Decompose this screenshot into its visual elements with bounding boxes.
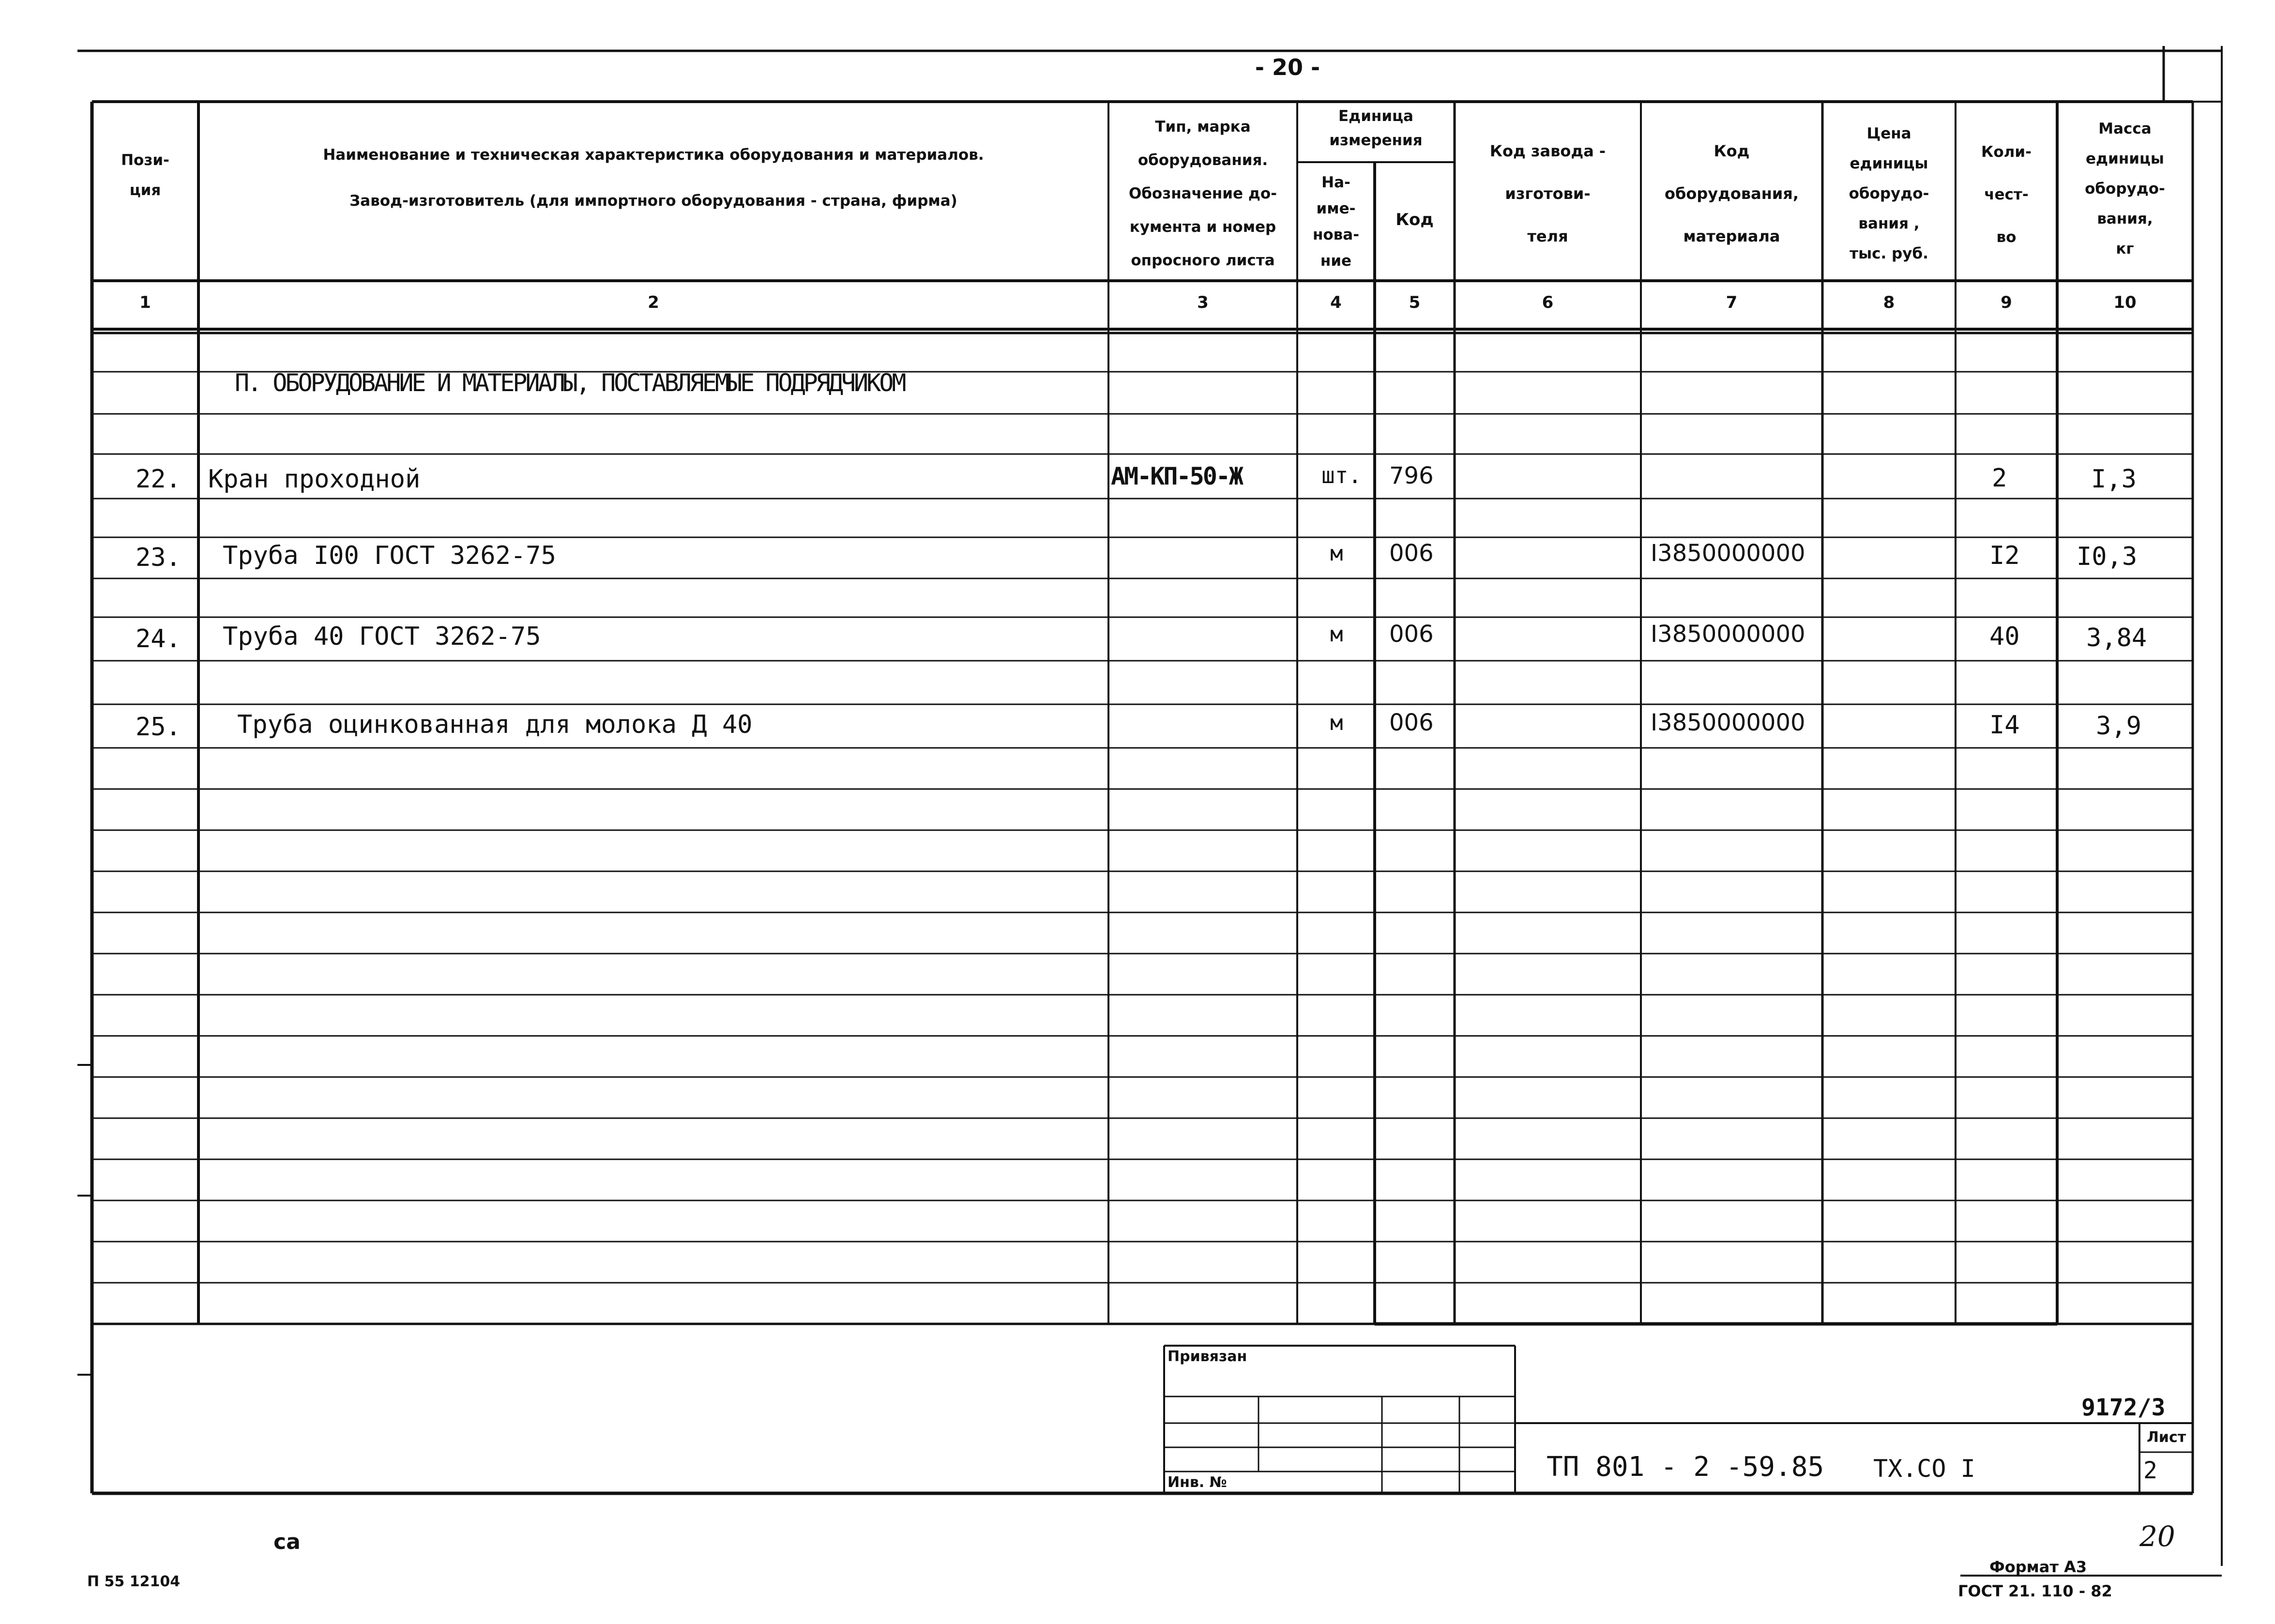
header-unit-name: На- име- нова- ние (1312, 174, 1360, 270)
row-position: 22. (136, 465, 181, 494)
col-number: 7 (1726, 293, 1738, 312)
col-number: 9 (2001, 293, 2012, 312)
header-equip-code: Код оборудования, материала (1665, 142, 1799, 245)
row-name: Труба оцинкованная для молока Д 40 (237, 710, 753, 739)
stamp-doc-code: ТП 801 - 2 -59.85 (1547, 1451, 1824, 1483)
row-equip-code: I3850000000 (1651, 621, 1805, 648)
stamp-order-number: 9172/3 (2081, 1394, 2166, 1421)
row-quantity: I2 (1989, 541, 2020, 570)
header-name-line1: Наименование и техническая характеристика оборудования и материалов. (323, 146, 984, 164)
page-number: - 20 - (1255, 54, 1320, 80)
col-number: 3 (1197, 293, 1209, 312)
header-position: Пози- ция (121, 152, 169, 199)
row-mass: I,3 (2091, 465, 2137, 494)
row-unit: м (1330, 622, 1343, 647)
header-unit-group: Единица измерения (1329, 107, 1423, 149)
section-title: П. ОБОРУДОВАНИЕ И МАТЕРИАЛЫ, ПОСТАВЛЯЕМЫЕ ПОДРЯДЧИКОМ (235, 369, 905, 397)
header-quantity: Коли- чест- во (1981, 143, 2032, 246)
row-position: 23. (136, 543, 181, 572)
row-unit-code: 796 (1389, 462, 1434, 489)
row-type: АМ-КП-50-Ж (1111, 462, 1243, 490)
handwritten-page-number: 20 (2139, 1520, 2175, 1553)
row-quantity: 40 (1989, 622, 2020, 651)
footer-gost: ГОСТ 21. 110 - 82 (1958, 1582, 2112, 1600)
row-name: Кран проходной (208, 465, 421, 494)
row-equip-code: I3850000000 (1651, 540, 1805, 567)
row-mass: 3,84 (2086, 623, 2147, 653)
col-number: 4 (1330, 293, 1342, 312)
row-equip-code: I3850000000 (1651, 709, 1805, 736)
header-maker-code: Код завода - изготови- теля (1489, 142, 1606, 245)
col-number: 6 (1542, 293, 1554, 312)
row-quantity: 2 (1992, 464, 2007, 493)
col-number: 5 (1409, 293, 1421, 312)
stamp-sheet-number: 2 (2143, 1457, 2157, 1484)
row-name: Труба 40 ГОСТ 3262-75 (223, 622, 541, 651)
header-name-line2: Завод-изготовитель (для импортного оборудования - страна, фирма) (349, 192, 957, 210)
stamp-inv-number: Инв. № (1168, 1474, 1227, 1491)
row-unit-code: 006 (1389, 621, 1434, 648)
row-mass: 3,9 (2096, 712, 2141, 741)
footer-format: Формат А3 (1989, 1558, 2087, 1576)
row-unit: м (1330, 541, 1343, 566)
row-unit: м (1330, 711, 1343, 735)
row-position: 25. (136, 713, 181, 742)
stamp-privyazan: Привязан (1168, 1348, 1247, 1365)
row-mass: I0,3 (2077, 542, 2138, 571)
row-unit-code: 006 (1389, 540, 1434, 567)
row-position: 24. (136, 624, 181, 653)
row-quantity: I4 (1989, 711, 2020, 740)
col-number: 8 (1883, 293, 1895, 312)
stamp-sheet-label: Лист (2147, 1429, 2186, 1446)
footer-ca: са (273, 1530, 301, 1554)
footer-left-code: П 55 12104 (87, 1573, 181, 1590)
header-mass: Масса единицы оборудо- вания, кг (2085, 120, 2165, 258)
stamp-doc-mark: ТХ.СО I (1873, 1455, 1975, 1483)
header-unit-code: Код (1395, 210, 1434, 229)
header-type: Тип, марка оборудования. Обозначение до- кумента и номер опросного листа (1128, 118, 1277, 269)
row-unit-code: 006 (1389, 709, 1434, 736)
col-number: 1 (139, 293, 151, 312)
row-unit: шт. (1321, 462, 1362, 488)
header-price: Цена единицы оборудо- вания , тыс. руб. (1849, 125, 1929, 262)
col-number: 2 (648, 293, 659, 312)
col-number: 10 (2113, 293, 2137, 312)
row-name: Труба I00 ГОСТ 3262-75 (223, 541, 556, 570)
